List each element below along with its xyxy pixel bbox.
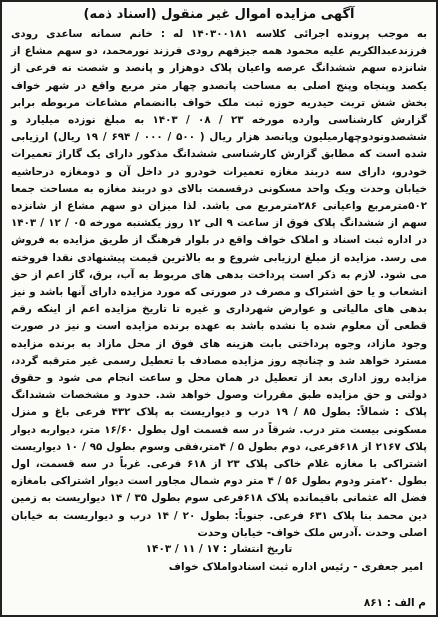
publish-date: تاریخ انتشار : ۱۷ / ۱۱ / ۱۴۰۳ <box>145 543 293 556</box>
reference-number: م الف : ۸۶۱ <box>363 597 426 609</box>
signature-line: امیر جعفری - رئیس اداره ثبت اسنادواملاک خواف <box>168 561 423 574</box>
notice-body: به موجب پرونده اجرائی کلاسه ۱۴۰۳۰۰۱۸۱ له : خانم سمانه ساعدی رودی فرزندعبدالکریم علیه محمود همه جیزفهم رودی فرزند نورمحمد، دو سهم مشاع از شانزده سهم ششدانگ عرصه واعیان پلاک دوهزار و پانصد و شصت نه فرعی از یکصد وپنجاه وپنج اصلی به مساحت پانصدو چهار متر مربع واقع در شهر خواف بخش شش تربت حیدریه حوزه ثبت ملک خواف باانضمام مشاعات مربوطه برابر گزارش کارشناسی وارده مورخه ۲۳ / ۰۸ / ۱۴۰۳ به مبلغ نوزده میلیارد و ششصدونودوچهارمیلیون وپانصد هزار ریال ( ۵۰۰ / ۰۰۰ / ۶۹۴ / ۱۹ ریال) ارزیابی شده است که مطابق گزارش کارشناسی ششدانگ مذکور دارای یک گاراژ تعمیرات خودرو، دارای سه دربند مغازه تعمیرات خودرو در داخل آن و دومغازه درحاشیه خیابان وحدت ویک واحد مسکونی درقسمت بالای دو دربند مغازه به مساحت جمعا ۵۰۲مترمربع واعیانی ۲۸۶مترمربع می باشد. لذا میزان دو سهم مشاع از شانزده سهم از ششدانگ پلاک فوق از ساعت ۹ الی ۱۲ روز یکشنبه مورخه ۰۵ / ۱۲ / ۱۴۰۳ در اداره ثبت اسناد و املاک خواف واقع در بلوار فرهنگ از طریق مزایده به فروش می رسد. مزایده از مبلغ ارزیابی شروع و به بالاترین قیمت پیشنهادی نقدا فروخته می شود. لازم به ذکر است پرداخت بدهی های مربوط به آب، برق، گاز اعم از حق انشعاب و یا حق اشتراک و مصرف در صورتی که مورد مزایده دارای آنها باشد و نیز بدهی های مالیاتی و عوارض شهرداری و غیره تا تاریخ مزایده اعم از اینکه رقم قطعی آن معلوم شده یا نشده باشد به عهده برنده مزایده است و نیز در صورت وجود مازاد، وجوه پرداختی بابت هزینه های فوق از محل مازاد به برنده مزایده مسترد خواهد شد و چنانچه روز مزایده مصادف با تعطیل رسمی غیر مترقبه گردد، مزایده روز اداری بعد از تعطیل در همان محل و ساعت انجام می شود و حقوق دولتی و حق مزایده طبق مقررات وصول خواهد شد. حدود و مشخصات ششدانگ پلاک : شمالاً: بطول ۸۵ / ۱۹ درب و دیواریست به پلاک ۴۳۲ فرعی باغ و منزل مسکونی بیست متر درب. شرقاً در سه قسمت اول بطول ۱۶/۶۰ متر، دیواربه دیوار پلاک ۲۱۶۷ از ۶۱۸فرعی، دوم بطول ۵ / ۴متر،فقی وسوم بطول ۹۵ / ۱۰ دیواریست اشتراکی با مغازه غلام خاکی پلاک ۲۳ از ۶۱۸ فرعی. غرباً در سه قسمت، اول بطول ۲۰متر ودوم بطول ۵۶ / ۴ متر دوم شمال مجاور است دیوار اشتراکی بامغازه فضل اله عثمانی باقیمانده پلاک ۶۱۸فرعی سوم بطول ۳۵ / ۱۴ دیواریست به زمین دین محمد بنا پلاک ۶۳۱ فرعی. جنوباً: بطول ۲۰ / ۱۴ درب و دیواریست به خیابان اصلی وحدت .آدرس ملک خواف- خیابان وحدت <box>11 28 428 539</box>
notice-title: آگهی مزایده اموال غیر منقول (اسناد ذمه) <box>83 7 355 22</box>
